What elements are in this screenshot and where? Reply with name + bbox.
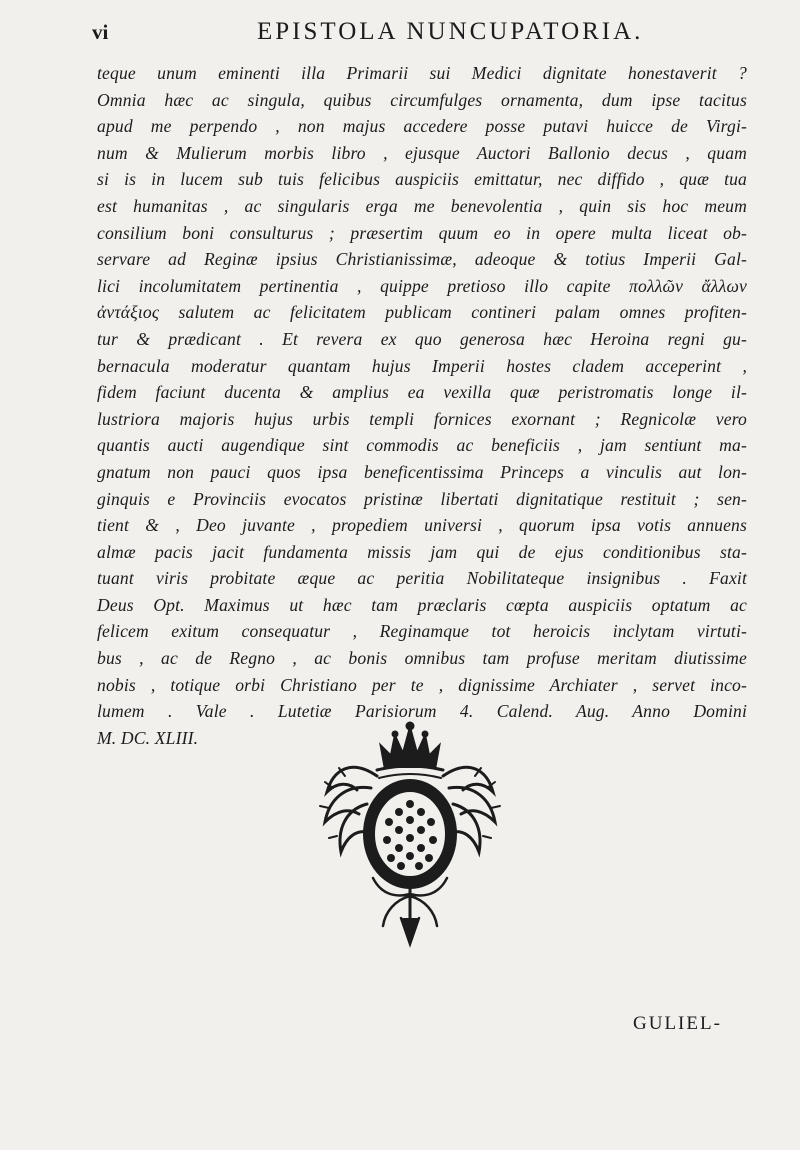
text-line: lici incolumitatem pertinentia , quippe pretioso illo capite πολλῶν ἄλλων [97,275,747,296]
text-line: bernacula moderatur quantam hujus Imperii hostes cladem acceperint , [97,355,747,376]
text-line: si is in lucem sub tuis felicibus auspiciis emittatur, nec diffido , quæ tua [97,169,747,190]
page-number: vi [92,20,109,44]
text-line: lustriora majoris hujus urbis templi fornices exornant ; Regnicolæ vero [97,408,747,429]
text-line: quantis aucti augendique sint commodis ac beneficiis , jam sentiunt ma- [97,435,747,456]
text-line: fidem faciunt ducenta & amplius ea vexilla quæ peristromatis longe il- [97,382,747,403]
text-line: tient & , Deo juvante , propediem universi , quorum ipsa votis annuens [97,515,747,536]
text-line: Deus Opt. Maximus ut hæc tam præclaris cœpta auspiciis optatum ac [97,594,747,615]
text-line: consilium boni consulturus ; præsertim quum eo in opere multa liceat ob- [97,222,747,243]
text-line: servare ad Reginæ ipsius Christianissimæ, adeoque & totius Imperii Gal- [97,249,747,270]
text-line: apud me perpendo , non majus accedere posse putavi huicce de Virgi- [97,116,747,137]
text-line: lumem . Vale . Lutetiæ Parisiorum 4. Calend. Aug. Anno Domini [97,701,747,722]
text-line: ginquis e Provinciis evocatos pristinæ libertati dignitatique restituit ; sen- [97,488,747,509]
letter-body [97,60,747,751]
crowned-pomegranate-fleuron-icon [315,718,505,958]
text-line: bus , ac de Regno , ac bonis omnibus tam profuse meritam diutissime [97,648,747,669]
text-line: tur & prædicant . Et revera ex quo generosa hæc Heroina regni gu- [97,328,747,349]
text-line: nobis , totique orbi Christiano per te , dignissime Archiater , servet inco- [97,674,747,695]
page-header [0,14,800,50]
text-line: est humanitas , ac singularis erga me benevolentia , quin sis hoc meum [97,195,747,216]
catchword: GULIEL- [633,1013,722,1034]
text-line: gnatum non pauci quos ipsa beneficentissima Princeps a vinculis aut lon- [97,461,747,482]
text-line-date: M. DC. XLIII. [97,727,199,748]
text-line: almæ pacis jacit fundamenta missis jam qui de ejus conditionibus sta- [97,541,747,562]
running-title: EPISTOLA NUNCUPATORIA. [257,18,644,45]
text-line: Omnia hæc ac singula, quibus circumfulges ornamenta, dum ipse tacitus [97,89,747,110]
text-line: felicem exitum consequatur , Reginamque tot heroicis inclytam virtuti- [97,621,747,642]
text-line: teque unum eminenti illa Primarii sui Medici dignitate honestaverit ? [97,63,747,83]
text-line: num & Mulierum morbis libro , ejusque Auctori Ballonio decus , quam [97,142,747,163]
text-line: ἀντάξιος salutem ac felicitatem publicam contineri palam omnes profiten- [97,302,747,323]
text-line: tuant viris probitate æque ac peritia Nobilitateque insignibus . Faxit [97,568,747,589]
